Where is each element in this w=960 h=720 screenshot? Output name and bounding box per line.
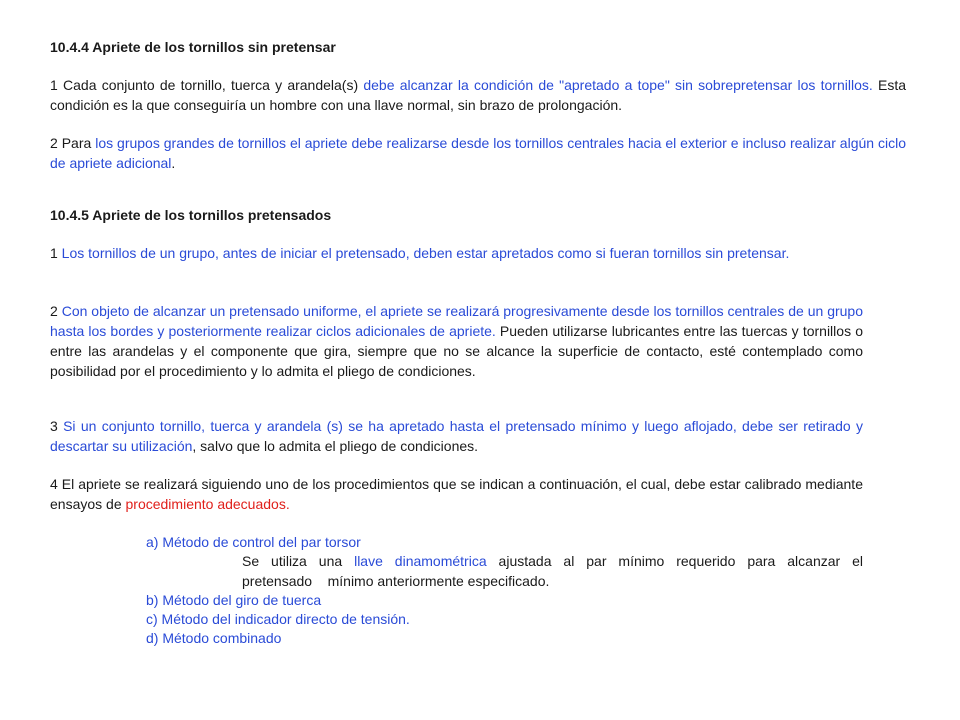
highlighted-text: Los tornillos de un grupo, antes de iniciar el pretensado	[57, 245, 406, 261]
highlighted-text: los grupos grandes de tornillos el apriete debe realizarse desde los tornillos centrales hacia el exterior e incluso realizar algún ciclo de apriete adicional	[50, 135, 906, 171]
paragraph	[50, 474, 863, 514]
paragraph-number: 1	[50, 245, 58, 261]
highlighted-text: debe alcanzar la condición de "apretado a tope" sin sobrepretensar los tornillos.	[363, 77, 873, 93]
paragraph-number: 3	[50, 418, 58, 434]
paragraph-text: 4 El apriete se realizará siguiendo uno de los procedimientos que se indican a continuación, el cual, debe estar calibrado mediante ensayos de	[50, 476, 863, 512]
paragraph	[50, 243, 863, 263]
paragraph	[50, 75, 906, 115]
highlighted-text: llave dinamométrica	[354, 553, 487, 569]
method-item-b: b) Método del giro de tuerca	[146, 592, 322, 608]
section-heading: 10.4.4 Apriete de los tornillos sin pretensar	[50, 39, 336, 55]
paragraph-number: 2	[50, 303, 58, 319]
method-description	[242, 551, 863, 591]
paragraph-text: Esta condición es la que conseguiría un hombre con una llave normal, sin brazo de prolongación.	[50, 77, 906, 113]
paragraph-number: 2	[50, 135, 58, 151]
highlighted-text: Con objeto de alcanzar un pretensado uniforme, el apriete se realizará progresivamente desde los tornillos centrales de un grupo hasta los bordes y posteriormente realizar ciclos adicionales de apriete.	[50, 303, 863, 339]
section-heading: 10.4.5 Apriete de los tornillos pretensados	[50, 207, 332, 223]
method-desc-text: pretensado mínimo anteriormente especificado.	[242, 573, 550, 589]
method-item-c: c) Método del indicador directo de tensión.	[146, 611, 410, 627]
highlighted-text-red: procedimiento adecuados.	[125, 496, 290, 512]
highlighted-text: Si un conjunto tornillo, tuerca y arandela (s) se ha apretado hasta el pretensado mínimo y luego aflojado, debe ser retirado y descartar su utilización	[50, 418, 863, 454]
method-desc-text: Se utiliza una	[242, 553, 355, 569]
paragraph	[50, 133, 906, 173]
paragraph-text: .	[171, 155, 176, 171]
paragraph	[50, 416, 863, 456]
method-item-d: d) Método combinado	[146, 630, 282, 646]
method-item-a: a) Método de control del par torsor	[146, 534, 361, 550]
paragraph-text: Para	[57, 135, 96, 151]
highlighted-text: , deben estar apretados como si fueran tornillos sin pretensar.	[405, 245, 790, 261]
method-desc-text: ajustada al par mínimo requerido para alcanzar el	[486, 553, 864, 569]
paragraph-text: Pueden utilizarse lubricantes entre las tuercas y tornillos o entre las arandelas y el componente que gira, siempre que no se alcance la superficie de contacto, esté contemplado como posibilidad por el procedimiento y lo admita el pliego de condiciones.	[50, 323, 863, 379]
paragraph-text: Cada conjunto de tornillo, tuerca y arandela(s)	[57, 77, 364, 93]
paragraph-text: , salvo que lo admita el pliego de condiciones.	[192, 438, 479, 454]
paragraph-number: 1	[50, 77, 58, 93]
paragraph	[50, 301, 863, 381]
